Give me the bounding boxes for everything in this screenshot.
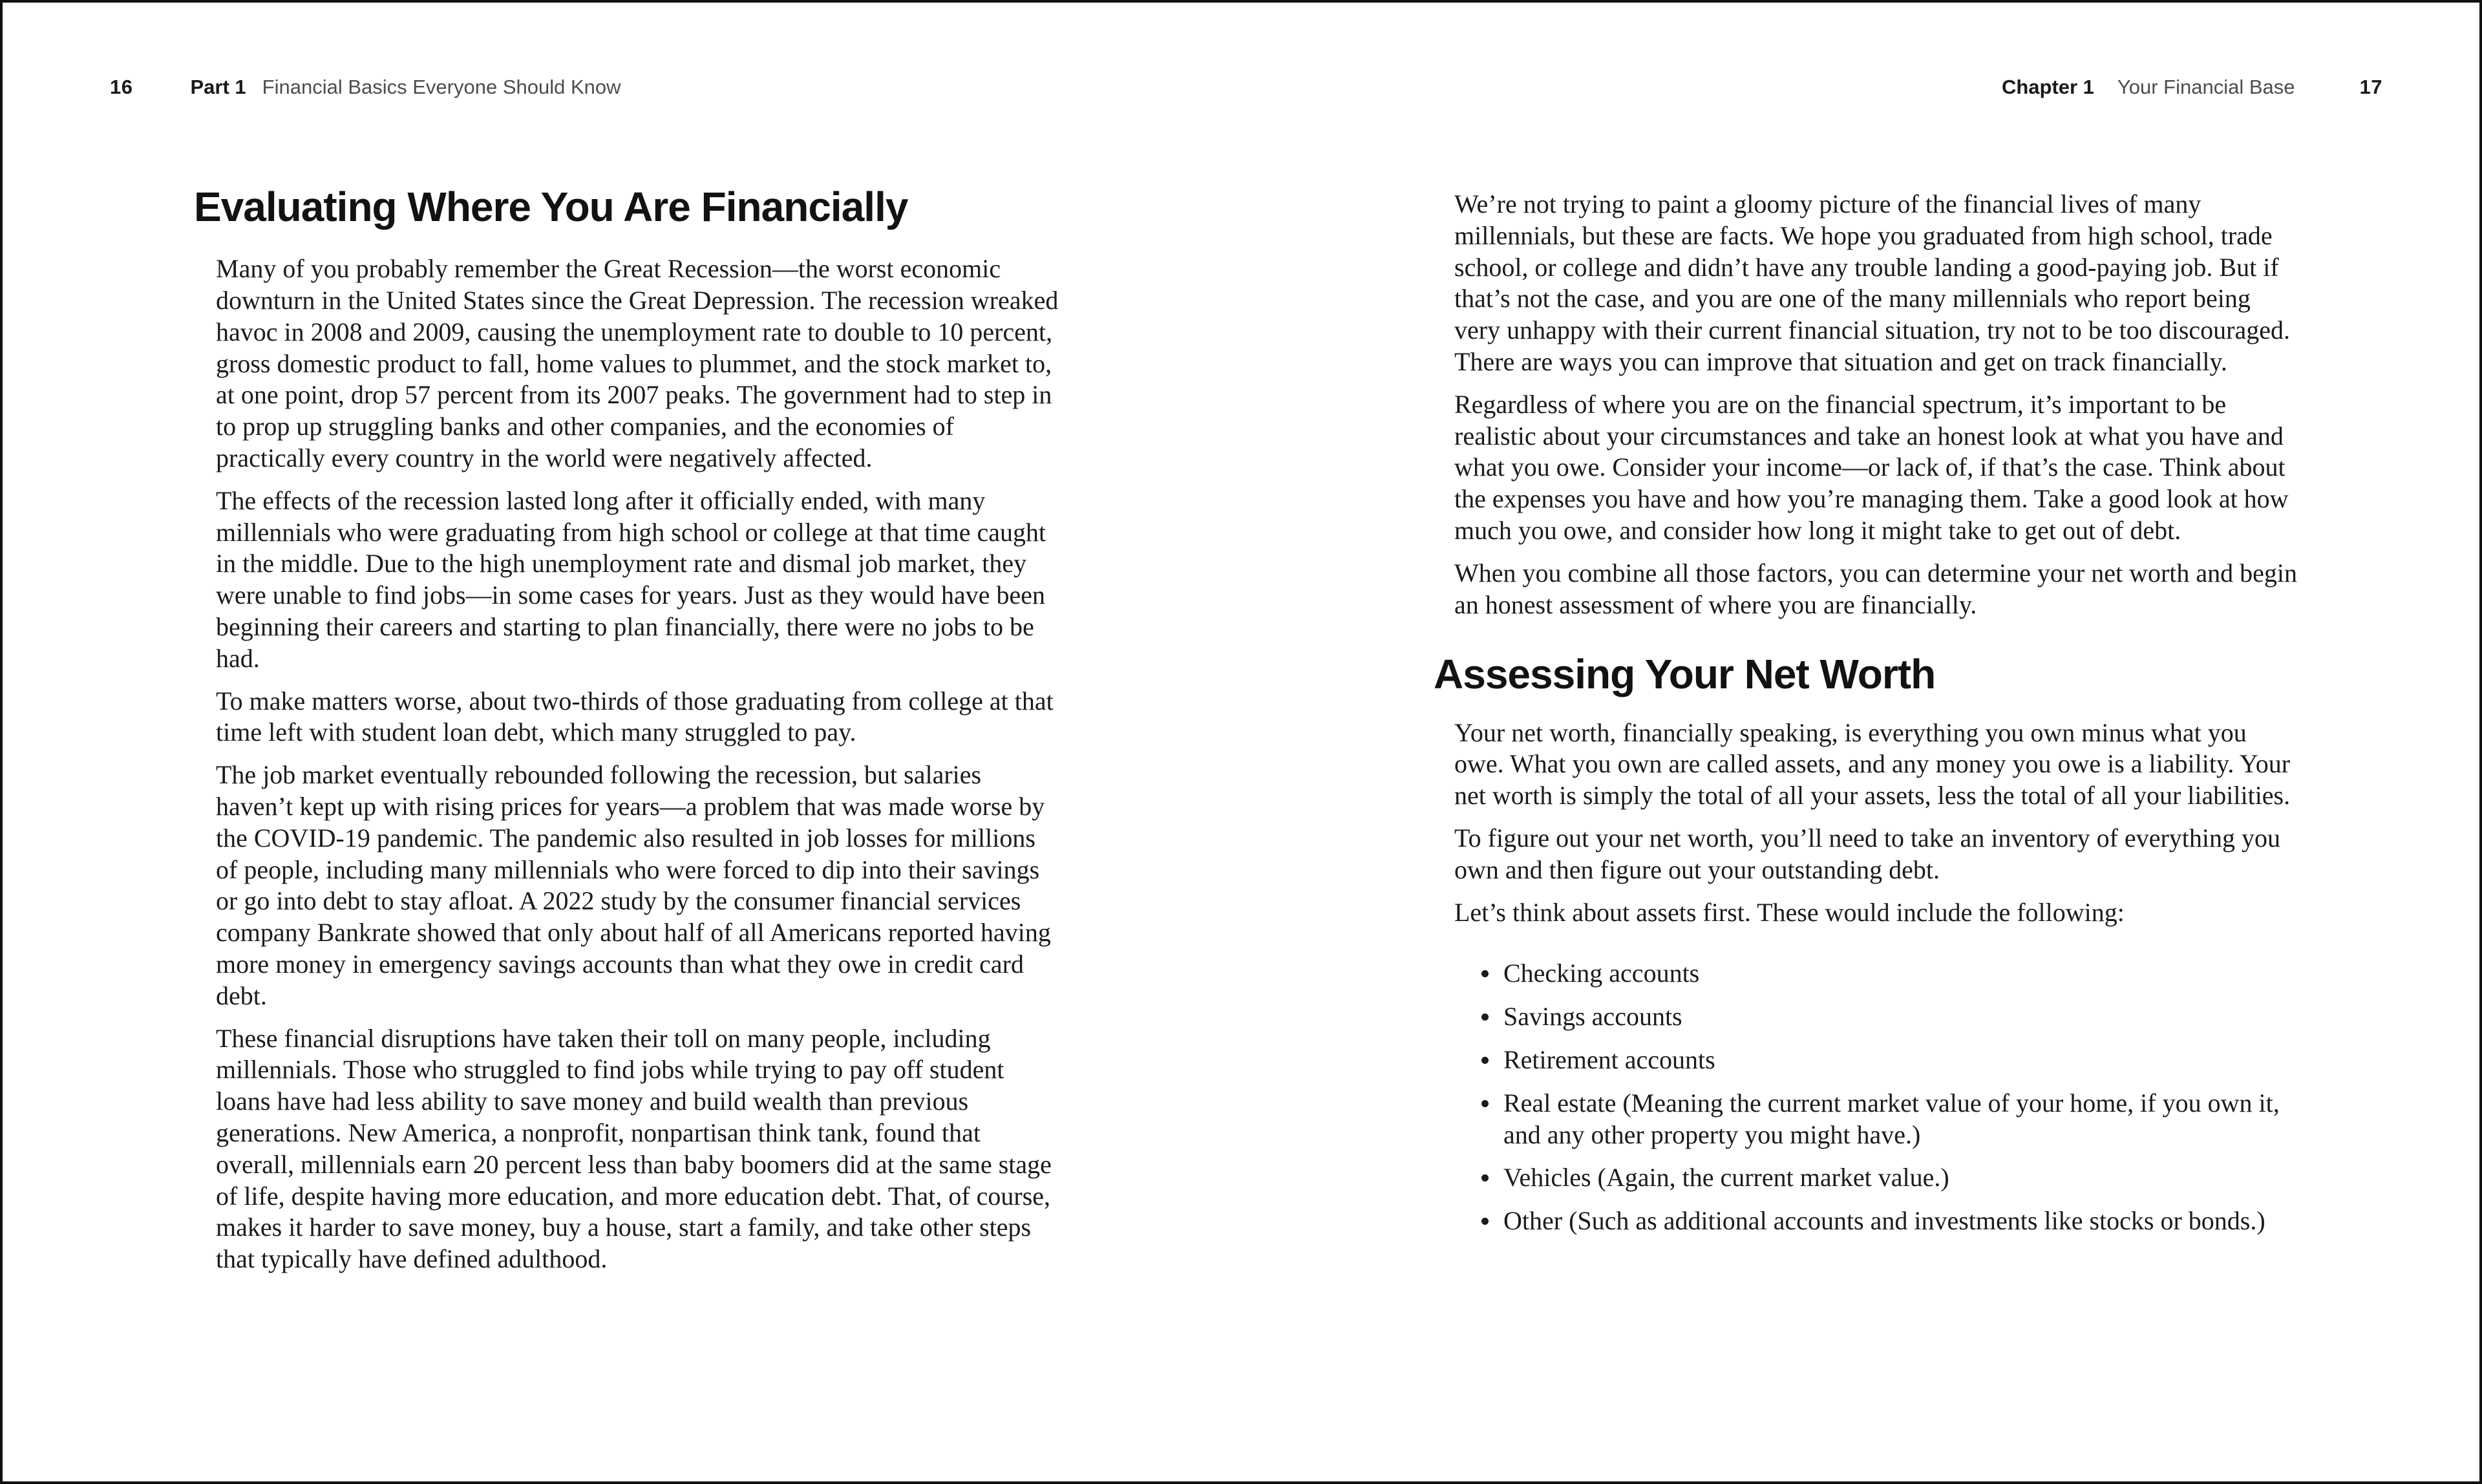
chapter-title: Your Financial Base: [2117, 76, 2295, 98]
bullet-icon: [1481, 1100, 1489, 1107]
list-item: [1480, 1162, 2300, 1194]
left-section-title: Evaluating Where You Are Financially: [194, 184, 908, 230]
bullet-icon: [1481, 1013, 1489, 1021]
list-item-text: Checking accounts: [1503, 959, 1700, 988]
chapter-label: Chapter 1: [2001, 76, 2094, 98]
list-item-text: Vehicles (Again, the current market value.): [1503, 1163, 1949, 1192]
part-title: Financial Basics Everyone Should Know: [262, 76, 621, 98]
bullet-icon: [1481, 1174, 1489, 1182]
paragraph: Regardless of where you are on the financial spectrum, it’s important to be realistic about your circumstances and take an honest look at what you have and what you owe. Consider your income—or lack of, if that’s the case. Think about the expenses you have and how you’re managing them. Take a good look at how much you owe, and consider how long it might take to get out of debt.: [1454, 389, 2289, 545]
right-page: [1434, 189, 2300, 1249]
paragraph: When you combine all those factors, you can determine your net worth and begin an honest assessment of where you are financially.: [1454, 558, 2298, 619]
paragraph: The job market eventually rebounded following the recession, but salaries haven’t kept up with rising prices for years—a problem that was made worse by the COVID-19 pandemic. The pandemic also resulted in job losses for millions of people, including many millennials who were forced to dip into their savings or go into debt to stay afloat. A 2022 study by the consumer financial services company Bankrate showed that only about half of all Americans reported having more money in emergency savings accounts than what they owe in credit card debt.: [216, 760, 1051, 1010]
list-item-text: Real estate (Meaning the current market value of your home, if you own it, and any other property you might have.): [1503, 1088, 2280, 1149]
paragraph: These financial disruptions have taken their toll on many people, including millennials. Those who struggled to find jobs while trying to pay off student loans have had less ability to save money and build wealth than previous generations. New America, a nonprofit, nonpartisan think tank, found that overall, millennials earn 20 percent less than baby boomers did at the same stage of life, despite having more education, and more education debt. That, of course, makes it harder to save money, buy a house, start a family, and take other steps that typically have defined adulthood.: [216, 1023, 1052, 1274]
bullet-icon: [1481, 1218, 1489, 1225]
paragraph: Your net worth, financially speaking, is everything you own minus what you owe. What you own are called assets, and any money you owe is a liability. Your net worth is simply the total of all your assets, less the total of all your liabilities.: [1454, 717, 2291, 811]
paragraph: The effects of the recession lasted long after it officially ended, with many millennials who were graduating from high school or college at that time caught in the middle. Due to the high unemployment rate and dismal job market, they were unable to find jobs—in some cases for years. Just as they would have been beginning their careers and starting to plan financially, there were no jobs to be had.: [216, 485, 1046, 673]
paragraph: Let’s think about assets first. These would include the following:: [1454, 897, 2125, 927]
paragraph: We’re not trying to paint a gloomy picture of the financial lives of many millennials, but these are facts. We hope you graduated from high school, trade school, or college and didn’t have any trouble landing a good-paying job. But if that’s not the case, and you are one of the many millennials who report being very unhappy with their current financial situation, try not to be too discouraged. There are ways you can improve that situation and get on track financially.: [1454, 189, 2290, 376]
paragraph: Many of you probably remember the Great Recession—the worst economic downturn in the United States since the Great Depression. The recession wreaked havoc in 2008 and 2009, causing the unemployment rate to double to 10 percent, gross domestic product to fall, home values to plummet, and the stock market to, at one point, drop 57 percent from its 2007 peaks. The government had to step in to prop up struggling banks and other companies, and the economies of practically every country in the world were negatively affected.: [216, 254, 1059, 472]
assets-list: [1454, 958, 2300, 1237]
part-label: Part 1: [190, 76, 246, 98]
paragraph: To make matters worse, about two-thirds of those graduating from college at that time left with student loan debt, which many struggled to pay.: [216, 686, 1054, 747]
right-page-text-bottom: [1454, 717, 2300, 1237]
bullet-icon: [1481, 970, 1489, 977]
left-running-head: [110, 75, 621, 99]
right-section-title: Assessing Your Net Worth: [1434, 651, 1936, 698]
list-item-text: Savings accounts: [1503, 1002, 1682, 1032]
list-item: [1480, 1205, 2300, 1237]
left-page-number: 16: [110, 76, 133, 98]
list-item: [1480, 1001, 2300, 1033]
left-page-text: [216, 253, 1060, 1275]
list-item: [1480, 1044, 2300, 1076]
list-item: [1480, 1088, 2300, 1151]
right-page-number: 17: [2359, 76, 2382, 98]
list-item: [1480, 958, 2300, 990]
right-running-head: [2002, 75, 2382, 99]
paragraph: To figure out your net worth, you’ll need to take an inventory of everything you own and then figure out your outstanding debt.: [1454, 823, 2280, 884]
bullet-icon: [1481, 1057, 1489, 1064]
left-page: [194, 186, 1060, 1286]
right-page-text-top: [1454, 189, 2300, 620]
list-item-text: Retirement accounts: [1503, 1044, 1715, 1074]
list-item-text: Other (Such as additional accounts and investments like stocks or bonds.): [1503, 1206, 2265, 1236]
